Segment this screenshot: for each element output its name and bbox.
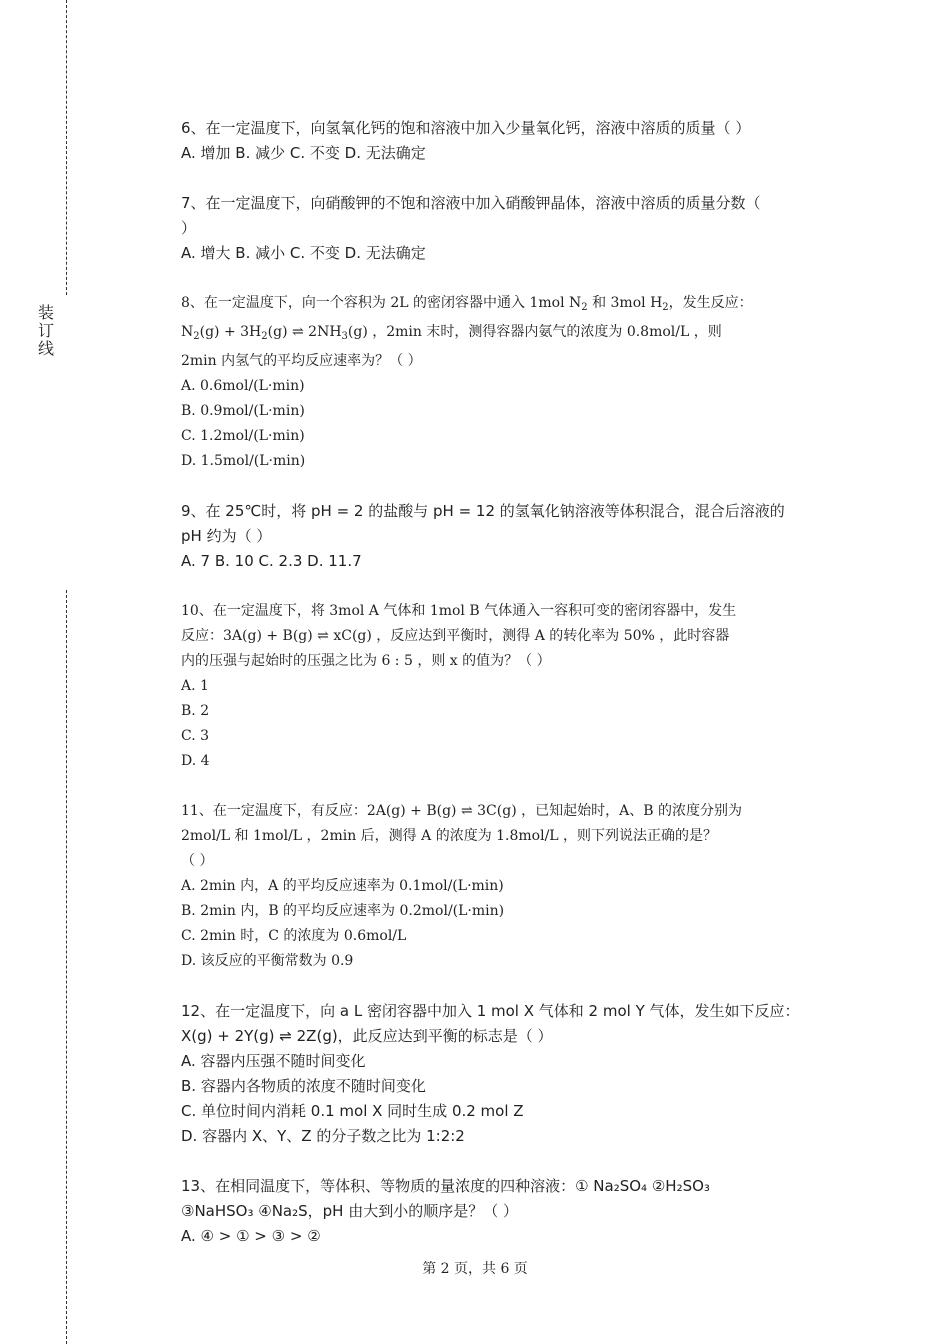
question-text: ）: [181, 219, 197, 237]
subscript: 2: [261, 331, 268, 342]
question-options: A. 增大 B. 减小 C. 不变 D. 无法确定: [181, 244, 426, 262]
option-a: A. 0.6mol/(L·min): [181, 378, 305, 394]
subscript: 2: [662, 302, 669, 313]
option-a: A. ④ > ① > ③ > ②: [181, 1227, 321, 1245]
binding-label: [36, 304, 56, 358]
question-text: 反应：3A(g) + B(g) ⇌ xC(g) ，反应达到平衡时，测得 A 的转化率为 50% ，此时容器: [181, 628, 730, 644]
question-6: [181, 116, 851, 166]
question-10: [181, 599, 851, 774]
option-d: D. 容器内 X、Y、Z 的分子数之比为 1:2:2: [181, 1127, 465, 1145]
option-c: C. 2min 时，C 的浓度为 0.6mol/L: [181, 928, 407, 944]
binding-label-char: 线: [37, 339, 54, 358]
option-c: C. 单位时间内消耗 0.1 mol X 同时生成 0.2 mol Z: [181, 1102, 524, 1120]
question-text: ③NaHSO₃ ④Na₂S，pH 由大到小的顺序是？（ ）: [181, 1202, 518, 1220]
question-text: 10、在一定温度下，将 3mol A 气体和 1mol B 气体通入一容积可变的密闭容器中，发生: [181, 603, 737, 619]
option-b: B. 2min 内，B 的平均反应速率为 0.2mol/(L·min): [181, 903, 505, 919]
text-segment: (g) ⇌ 2NH: [267, 324, 342, 340]
option-c: C. 1.2mol/(L·min): [181, 428, 305, 444]
option-d: D. 1.5mol/(L·min): [181, 453, 306, 469]
option-b: B. 2: [181, 703, 210, 719]
option-d: D. 该反应的平衡常数为 0.9: [181, 953, 354, 969]
subscript: 3: [341, 331, 348, 342]
option-b: B. 容器内各物质的浓度不随时间变化: [181, 1077, 426, 1095]
question-11: [181, 799, 851, 974]
question-13: [181, 1174, 851, 1249]
question-text: 11、在一定温度下，有反应：2A(g) + B(g) ⇌ 3C(g) ，已知起始时，A、B 的浓度分别为: [181, 803, 742, 819]
page-number: 第 2 页，共 6 页: [422, 1261, 528, 1277]
question-text: （ ）: [181, 853, 214, 869]
question-8: [181, 291, 851, 474]
text-segment: 和 3mol H: [587, 295, 663, 311]
option-a: A. 1: [181, 678, 209, 694]
binding-label-char: 订: [37, 321, 54, 340]
question-text: 6、在一定温度下，向氢氧化钙的饱和溶液中加入少量氧化钙，溶液中溶质的质量（ ）: [181, 119, 751, 137]
binding-line-bottom: [66, 590, 67, 1344]
subscript: 2: [193, 331, 200, 342]
option-c: C. 3: [181, 728, 210, 744]
question-text: 7、在一定温度下，向硝酸钾的不饱和溶液中加入硝酸钾晶体，溶液中溶质的质量分数（: [181, 194, 761, 212]
question-options: A. 增加 B. 减少 C. 不变 D. 无法确定: [181, 144, 426, 162]
text-segment: 8、在一定温度下，向一个容积为 2L 的密闭容器中通入 1mol N: [181, 295, 582, 311]
question-equation: [181, 320, 851, 349]
question-text: 9、在 25℃时，将 pH = 2 的盐酸与 pH = 12 的氢氧化钠溶液等体积混合，混合后溶液的: [181, 502, 785, 520]
question-text: 12、在一定温度下，向 a L 密闭容器中加入 1 mol X 气体和 2 mol Y 气体，发生如下反应：: [181, 1002, 800, 1020]
question-text: 内的压强与起始时的压强之比为 6 : 5 ，则 x 的值为？（ ）: [181, 653, 551, 669]
text-segment: ，发生反应：: [668, 295, 753, 311]
question-text: [181, 291, 851, 320]
question-9: [181, 499, 851, 574]
question-text: 13、在相同温度下，等体积、等物质的量浓度的四种溶液：① Na₂SO₄ ②H₂SO₃: [181, 1177, 710, 1195]
option-a: A. 容器内压强不随时间变化: [181, 1052, 366, 1070]
text-segment: (g) ，2min 末时，测得容器内氨气的浓度为 0.8mol/L ，则: [347, 324, 722, 340]
question-options: A. 7 B. 10 C. 2.3 D. 11.7: [181, 552, 362, 570]
text-segment: (g) + 3H: [199, 324, 262, 340]
text-segment: N: [181, 324, 194, 340]
binding-line-top: [66, 0, 67, 295]
option-b: B. 0.9mol/(L·min): [181, 403, 305, 419]
binding-label-char: 装: [37, 303, 54, 322]
option-a: A. 2min 内，A 的平均反应速率为 0.1mol/(L·min): [181, 878, 504, 894]
question-text: pH 约为（ ）: [181, 527, 272, 545]
question-7: [181, 191, 851, 266]
subscript: 2: [581, 302, 588, 313]
question-text: 2min 内氢气的平均反应速率为？（ ）: [181, 353, 422, 369]
option-d: D. 4: [181, 753, 210, 769]
question-list: [181, 116, 851, 1274]
question-text: X(g) + 2Y(g) ⇌ 2Z(g)，此反应达到平衡的标志是（ ）: [181, 1027, 553, 1045]
question-text: 2mol/L 和 1mol/L ，2min 后，测得 A 的浓度为 1.8mol/L ，则下列说法正确的是？: [181, 828, 718, 844]
question-12: [181, 999, 851, 1149]
